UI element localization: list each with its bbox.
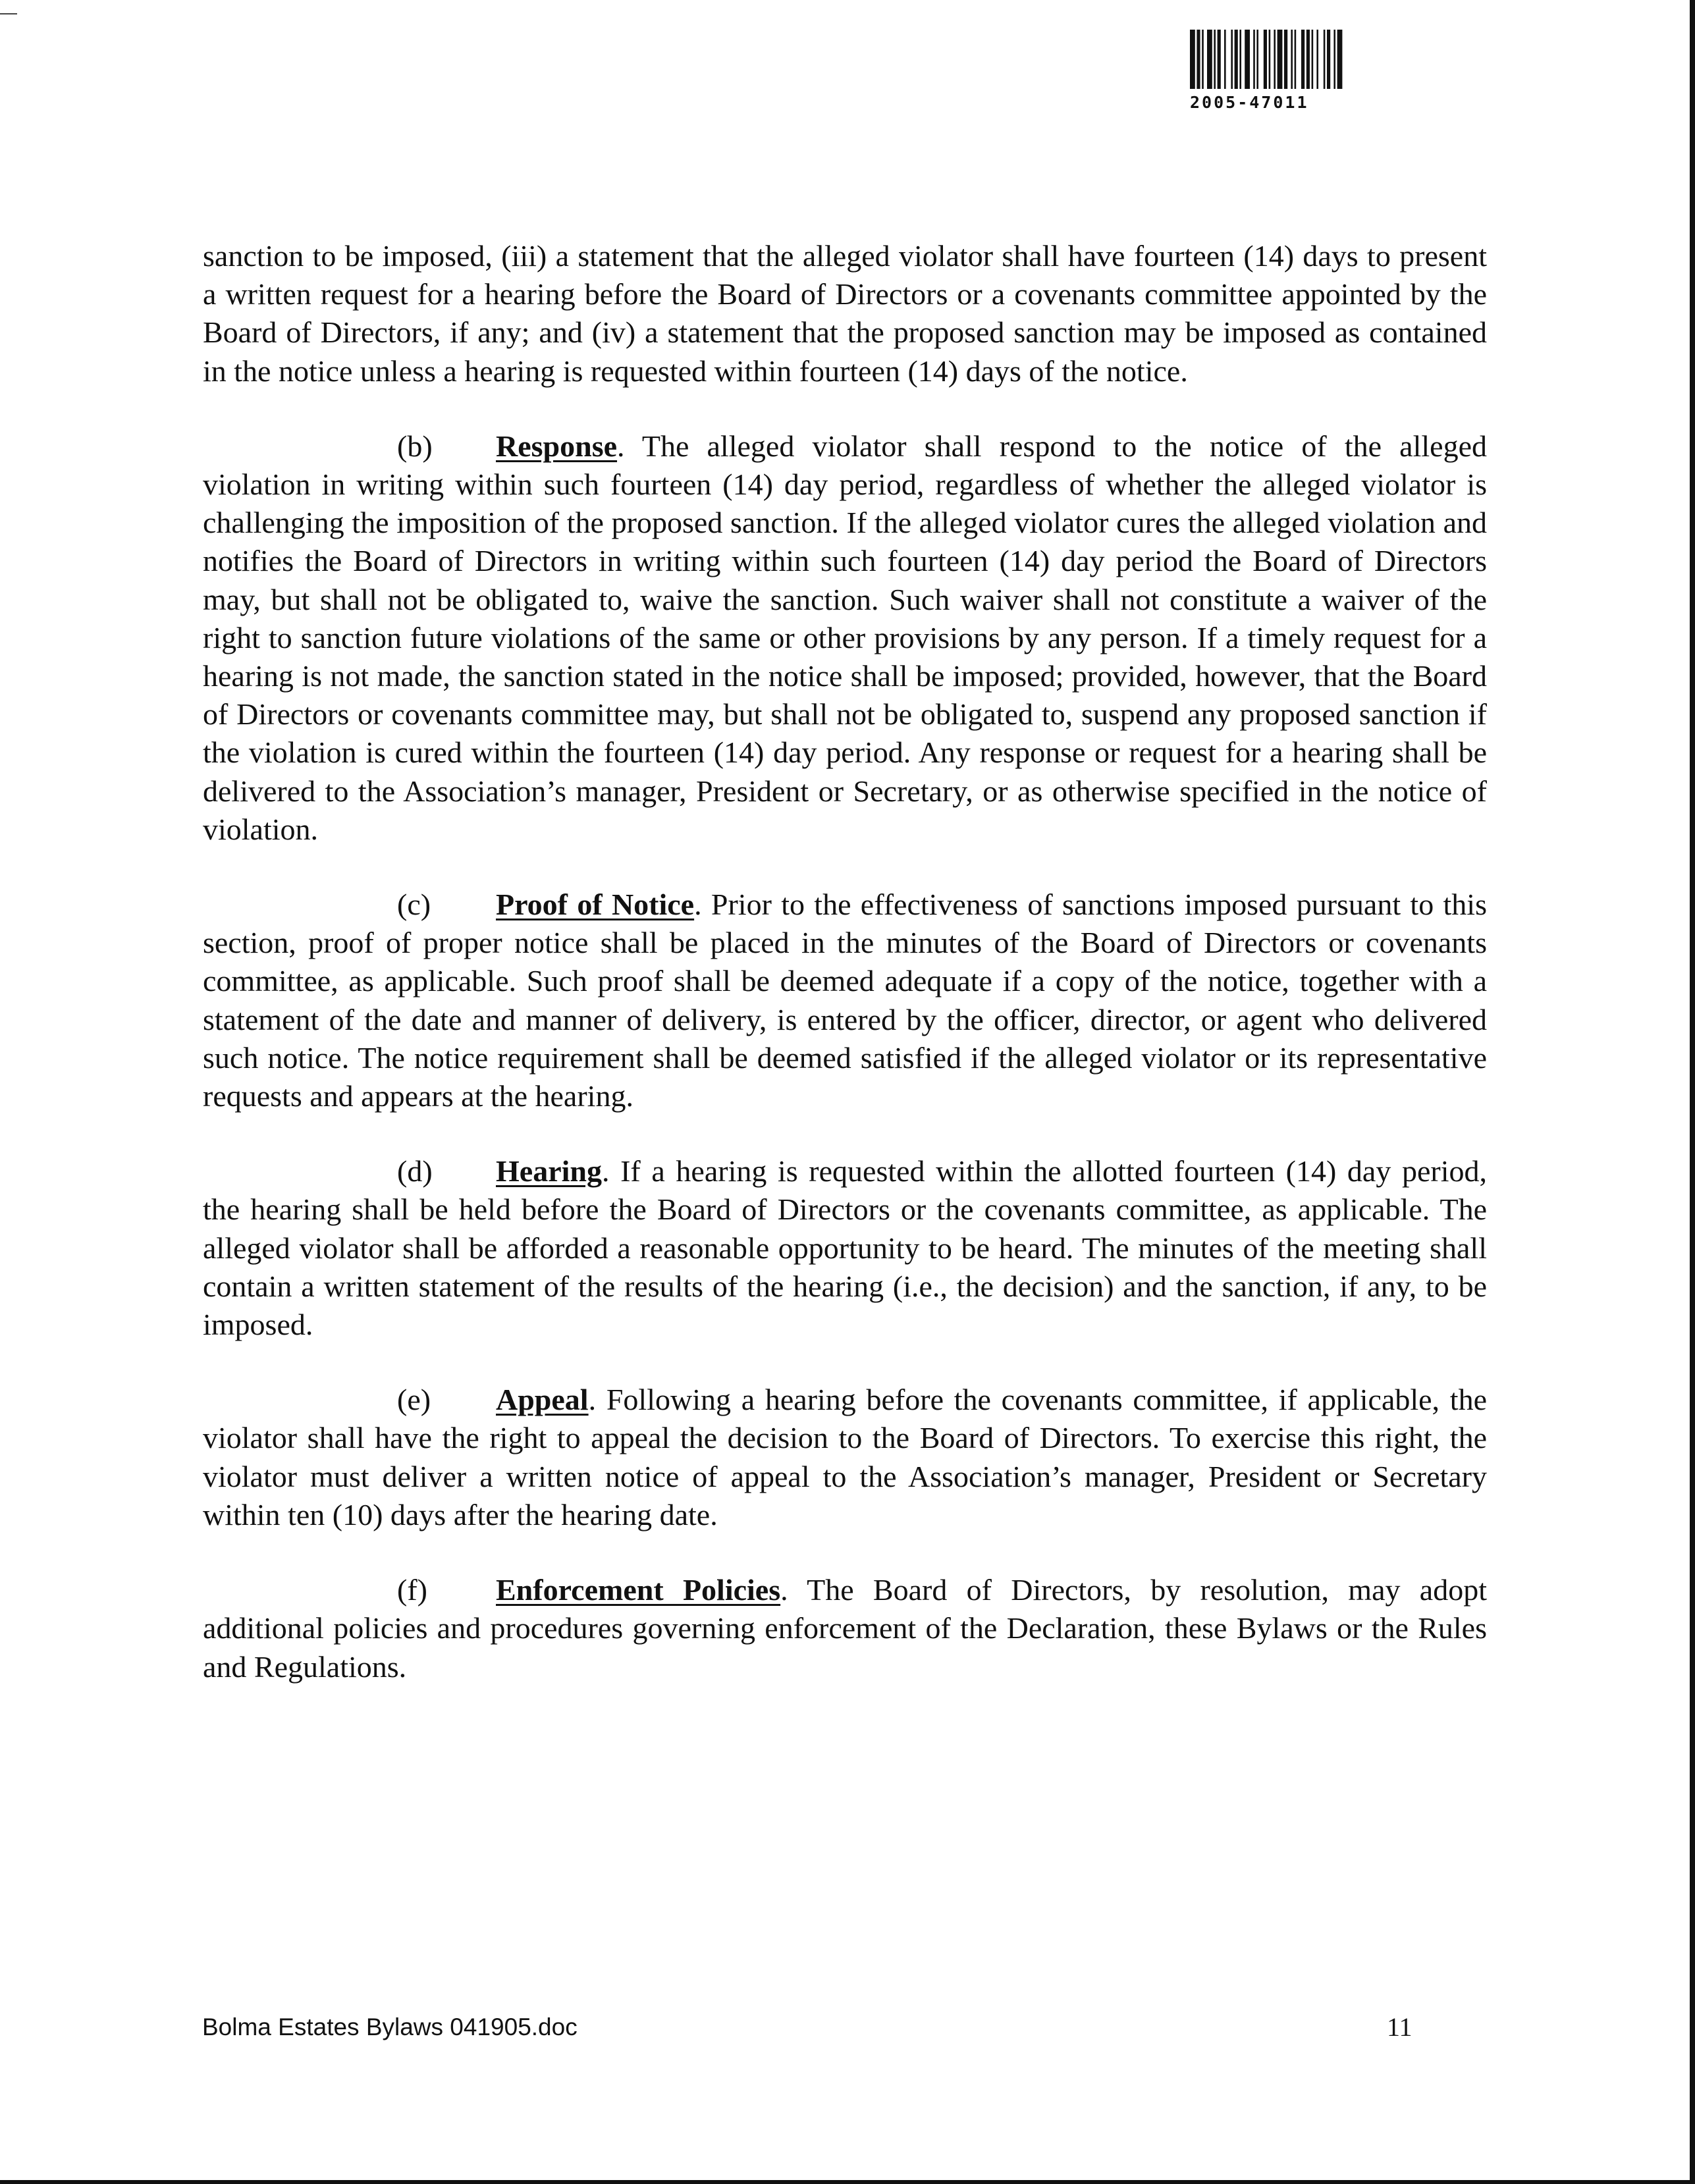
footer-page-number: 11 xyxy=(1387,2012,1412,2042)
section-e-paragraph xyxy=(203,1381,1487,1534)
document-number: 2005-47011 xyxy=(1190,93,1309,112)
section-letter: (d) xyxy=(397,1154,433,1188)
intro-paragraph: sanction to be imposed, (iii) a statement that the alleged violator shall have fourteen (14) days to present a written request for a hearing before the Board of Directors or a covenants committee appointed by the Board of Directors, if any; and (iv) a statement that the proposed sanction may be imposed as contained in the notice unless a hearing is requested within fourteen (14) days of the notice. xyxy=(203,239,1487,388)
section-d-paragraph xyxy=(203,1152,1487,1344)
section-heading: Proof of Notice xyxy=(496,888,695,922)
section-text: . If a hearing is requested within the allotted fourteen (14) day period, the hearing shall be held before the Board of Directors or the covenants committee, as applicable. The alleged violator shall be afforded a reasonable opportunity to be heard. The minutes of the meeting shall contain a written statement of the results of the hearing (i.e., the decision) and the sanction, if any, to be imposed. xyxy=(203,1154,1487,1342)
scan-edge-bottom xyxy=(0,2180,1695,2184)
section-letter: (f) xyxy=(397,1573,427,1607)
section-c-paragraph xyxy=(203,886,1487,1115)
footer-filename: Bolma Estates Bylaws 041905.doc xyxy=(202,2013,578,2040)
section-text: . Prior to the effectiveness of sanctions imposed pursuant to this section, proof of proper notice shall be placed in the minutes of the Board of Directors or covenants committee, as applicable. Such proof shall be deemed adequate if a copy of the notice, together with a statement of the date and manner of delivery, is entered by the officer, director, or agent who delivered such notice. The notice requirement shall be deemed satisfied if the alleged violator or its representative requests and appears at the hearing. xyxy=(203,888,1487,1113)
section-text: . The Board of Directors, by resolution, may adopt additional policies and procedures governing enforcement of the Declaration, these Bylaws or the Rules and Regulations. xyxy=(203,1573,1487,1684)
section-letter: (e) xyxy=(397,1383,431,1417)
section-text: . Following a hearing before the covenants committee, if applicable, the violator shall have the right to appeal the decision to the Board of Directors. To exercise this right, the violator must deliver a written notice of appeal to the Association’s manager, President or Secretary within ten (10) days after the hearing date. xyxy=(203,1383,1487,1531)
section-heading: Enforcement Policies xyxy=(496,1573,781,1607)
section-text: . The alleged violator shall respond to the notice of the alleged violation in writing within such fourteen (14) day period, regardless of whether the alleged violator is challenging the imposition of the proposed sanction. If the alleged violator cures the alleged violation and notifies the Board of Directors in writing within such fourteen (14) day period the Board of Directors may, but shall not be obligated to, waive the sanction. Such waiver shall not constitute a waiver of the right to sanction future violations of the same or other provisions by any person. If a timely request for a hearing is not made, the sanction stated in the notice shall be imposed; provided, however, that the Board of Directors or covenants committee may, but shall not be obligated to, suspend any proposed sanction if the violation is cured within the fourteen (14) day period. Any response or request for a hearing shall be delivered to the Association’s manager, President or Secretary, or as otherwise specified in the notice of violation. xyxy=(203,429,1487,846)
scan-corner-mark xyxy=(0,13,17,14)
barcode-block xyxy=(1189,30,1482,112)
barcode-image xyxy=(1189,30,1482,89)
section-heading: Appeal xyxy=(496,1383,589,1417)
section-b-paragraph xyxy=(203,427,1487,849)
section-heading: Response xyxy=(496,429,618,463)
scan-edge-right xyxy=(1690,0,1695,2184)
section-letter: (c) xyxy=(397,888,431,922)
section-letter: (b) xyxy=(397,429,433,463)
section-heading: Hearing xyxy=(496,1154,602,1188)
document-body xyxy=(203,237,1487,1723)
section-f-paragraph xyxy=(203,1571,1487,1686)
